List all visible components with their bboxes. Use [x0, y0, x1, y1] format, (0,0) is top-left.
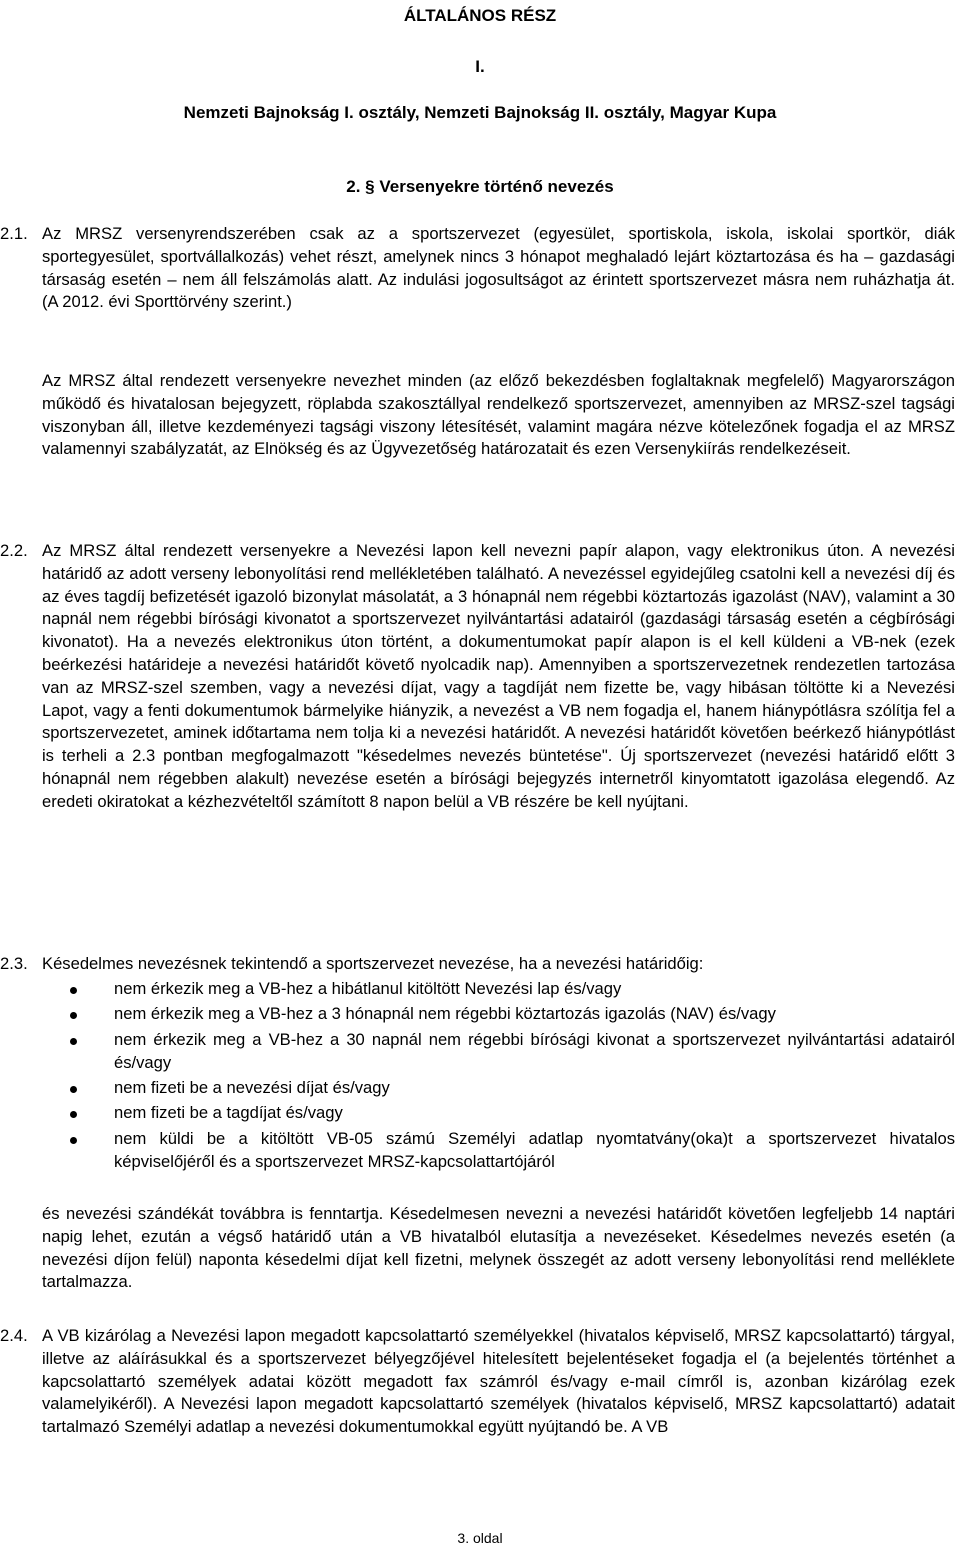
part-number: I. — [475, 57, 485, 76]
bullet-icon — [70, 1111, 77, 1118]
section-paragraph: Az MRSZ által rendezett versenyekre nevezhet minden (az előző bekezdésben foglaltaknak megfelelő) Magyarországon működő és hivatalosan bejegyzett, röplabda szakosztállyal rendelkező sportszervezet, amennyiben az MRSZ-szel tagsági viszonyban áll, illetve kezdeményezi tagsági viszony létesítését, valamint magára nézve kötelezőnek fogadja el az MRSZ valamennyi szabályzatát, az Elnökség és az Ügyvezetőség határozatait és ezen Versenykiírás rendelkezéseit. — [42, 371, 955, 459]
section-paragraph: Az MRSZ versenyrendszerében csak az a sportszervezet (egyesület, sportiskola, iskola, iskolai sportkör, diák sportegyesület, sportvállalkozás) vehet részt, amelynek nincs 3 hónapot meghaladó lejárt köztartozása és ha – gazdasági társaság esetén – nem áll felszámolás alatt. Az indulási jogosultságot az érintett sportszervezet másra nem ruházhatja át. (A 2012. évi Sporttörvény szerint.) — [42, 224, 955, 312]
section-number: 2.3. — [0, 954, 28, 973]
document-title: ÁLTALÁNOS RÉSZ — [403, 6, 557, 25]
list-item: nem fizeti be a nevezési díjat és/vagy — [0, 1077, 960, 1100]
bullet-icon — [70, 1137, 77, 1144]
bullet-icon — [70, 1038, 77, 1045]
section-number: 2.4. — [0, 1326, 28, 1345]
section-2-1-paragraph-2 — [0, 370, 960, 461]
section-2-3-outro — [0, 1203, 960, 1294]
bullet-icon — [70, 987, 77, 994]
section-2-2 — [0, 540, 960, 814]
section-2-3 — [0, 953, 960, 976]
list-item: nem érkezik meg a VB-hez a 3 hónapnál nem régebbi köztartozás igazolás (NAV) és/vagy — [0, 1003, 960, 1026]
bullet-icon — [70, 1012, 77, 1019]
section-number: 2.2. — [0, 541, 28, 560]
section-paragraph: Az MRSZ által rendezett versenyekre a Nevezési lapon kell nevezni papír alapon, vagy elektronikus úton. A nevezési határidő az adott verseny lebonyolítási rend mellékletében található. A nevezéssel egyidejűleg csatolni kell a nevezési díj és az éves tagdíj befizetését igazoló bizonylat másolatát, a 3 hónapnál nem régebbi köztartozás igazolást (NAV), valamint a 30 napnál nem régebbi bírósági kivonatot a sportszervezet nyilvántartási adatairól (gazdasági társaság esetén a cégbírósági kivonatot). Ha a nevezés elektronikus úton történt, a dokumentumokat papír alapon is el kell küldeni a VB-nek (ezek beérkezési határideje a nevezési határidőt követő nyolcadik nap). Amennyiben a sportszervezetnek rendezetlen tartozása van az MRSZ-szel szemben, vagy a nevezési díjat, vagy a tagdíját nem fizette be, vagy hibásan töltötte ki a Nevezési Lapot, vagy a fenti dokumentumok bármelyike hiányzik, a nevezést a VB nem fogadja el, hanem hiánypótlásra szólítja fel a sportszervezetet, aminek időtartama nem tolja ki a nevezési határidőt. A nevezési határidőt követően beérkező hiánypótlást is terheli a 2.3 pontban megfogalmazott "késedelmes nevezés büntetése". Új sportszervezet (nevezési határidő előtt 3 hónapnál nem régebben alakult) nevezése esetén a bírósági bejegyzés internetről kinyomtatott igazolása elegendő. Az eredeti okiratokat a kézhezvételtől számított 8 napon belül a VB részére be kell nyújtani. — [42, 541, 955, 811]
list-item: nem küldi be a kitöltött VB-05 számú Személyi adatlap nyomtatvány(oka)t a sportszervezet hivatalos képviselőjéről és a sportszervezet MRSZ-kapcsolattartójáról — [0, 1128, 960, 1174]
section-paragraph: A VB kizárólag a Nevezési lapon megadott kapcsolattartó személyekkel (hivatalos képviselő, MRSZ kapcsolattartó) tárgyal, illetve az aláírásukkal és a sportszervezet bélyegzőjével hitelesített bejelentéseket fogadja el (a bejelentés történhet a kapcsolattartó személyek adatai között megadott fax számról és/vagy e-mail címről is, azonban kizárólag ezek valamelyikéről). A Nevezési lapon megadott kapcsolattartó személyek (hivatalos képviselő, MRSZ kapcsolattartó) adatait tartalmazó Személyi adatlap a nevezési dokumentumokkal együtt nyújtandó be. A VB — [42, 1326, 955, 1437]
section-2-4 — [0, 1325, 960, 1439]
bullet-icon — [70, 1086, 77, 1093]
page-number: 3. oldal — [457, 1530, 503, 1546]
section-heading: 2. § Versenyekre történő nevezés — [346, 177, 614, 196]
section-intro: Késedelmes nevezésnek tekintendő a sportszervezet nevezése, ha a nevezési határidőig: — [42, 954, 704, 973]
list-item: nem érkezik meg a VB-hez a hibátlanul kitöltött Nevezési lap és/vagy — [0, 978, 960, 1001]
late-entry-conditions-list — [0, 978, 960, 1176]
list-item: nem érkezik meg a VB-hez a 30 napnál nem régebbi bírósági kivonat a sportszervezet nyilvántartási adatairól és/vagy — [0, 1029, 960, 1075]
document-subtitle: Nemzeti Bajnokság I. osztály, Nemzeti Bajnokság II. osztály, Magyar Kupa — [183, 103, 777, 122]
list-item: nem fizeti be a tagdíjat és/vagy — [0, 1102, 960, 1125]
section-number: 2.1. — [0, 224, 28, 243]
section-paragraph: és nevezési szándékát továbbra is fenntartja. Késedelmesen nevezni a nevezési határidőt követően legfeljebb 14 naptári napig lehet, ezután a végső határidő után a VB hivatalból elutasítja a nevezéseket. Késedelmes nevezés esetén (a nevezési díjon felül) naponta késedelmi díjat kell fizetni, melynek összegét az adott verseny lebonyolítási rend melléklete tartalmazza. — [42, 1204, 955, 1292]
section-2-1 — [0, 223, 960, 314]
